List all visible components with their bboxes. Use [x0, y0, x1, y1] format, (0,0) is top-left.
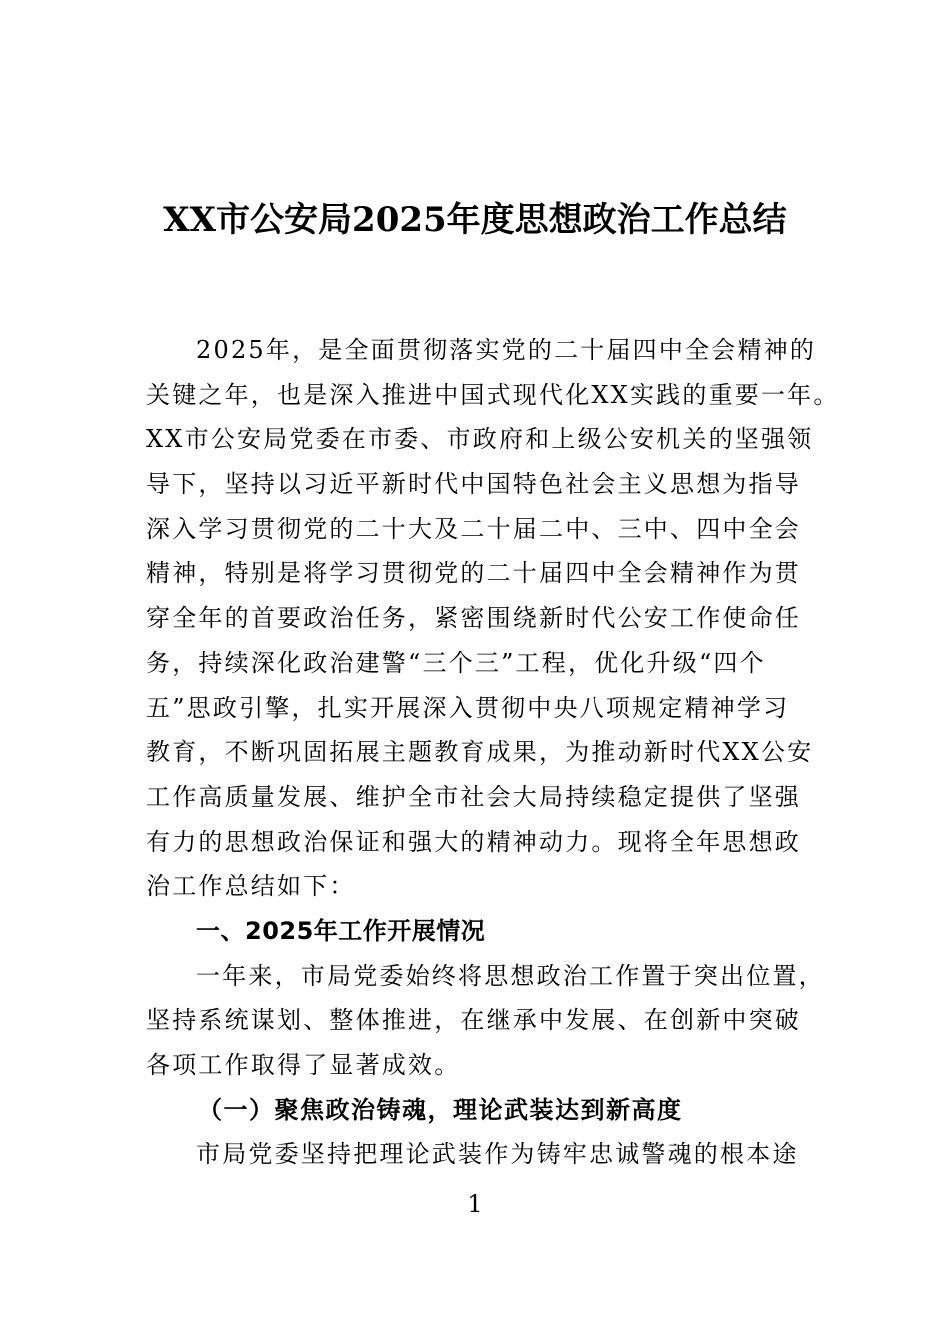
paragraph-line: 有力的思想政治保证和强大的精神动力。现将全年思想政 [146, 827, 801, 856]
paragraph-line: 市局党委坚持把理论武装作为铸牢忠诚警魂的根本途 [196, 1140, 799, 1169]
paragraph-line: 教育，不断巩固拓展主题教育成果，为推动新时代XX公安 [146, 738, 814, 767]
paragraph-line: 五”思政引擎，扎实开展深入贯彻中央八项规定精神学习 [146, 693, 790, 722]
paragraph-line: 坚持系统谋划、整体推进，在继承中发展、在创新中突破 [146, 1006, 801, 1035]
paragraph-line: 治工作总结如下： [146, 872, 356, 901]
paragraph-line: 2025年，是全面贯彻落实党的二十届四中全会精神的 [196, 336, 817, 364]
section-heading: 一、2025年工作开展情况 [196, 916, 486, 945]
document-title: XX市公安局2025年度思想政治工作总结 [163, 200, 787, 240]
paragraph-line: 工作高质量发展、维护全市社会大局持续稳定提供了坚强 [146, 782, 801, 811]
paragraph-line: 穿全年的首要政治任务，紧密围绕新时代公安工作使命任 [146, 604, 801, 633]
page-number: 1 [467, 1190, 483, 1218]
document-body [146, 328, 840, 1177]
paragraph-line: 务，持续深化政治建警“三个三”工程，优化升级“四个 [146, 648, 766, 677]
paragraph-line: 深入学习贯彻党的二十大及二十届二中、三中、四中全会 [146, 514, 801, 543]
paragraph-line: 一年来，市局党委始终将思想政治工作置于突出位置， [196, 961, 825, 990]
paragraph-line: 精神，特别是将学习贯彻党的二十届四中全会精神作为贯 [146, 559, 801, 588]
paragraph-line: 各项工作取得了显著成效。 [146, 1051, 461, 1079]
paragraph-line: XX市公安局党委在市委、市政府和上级公安机关的坚强领 [146, 425, 814, 454]
subsection-heading: （一）聚焦政治铸魂，理论武装达到新高度 [198, 1094, 683, 1124]
paragraph-line: 关键之年，也是深入推进中国式现代化XX实践的重要一年。 [146, 380, 840, 409]
paragraph-line: 导下，坚持以习近平新时代中国特色社会主义思想为指导 [146, 470, 801, 499]
